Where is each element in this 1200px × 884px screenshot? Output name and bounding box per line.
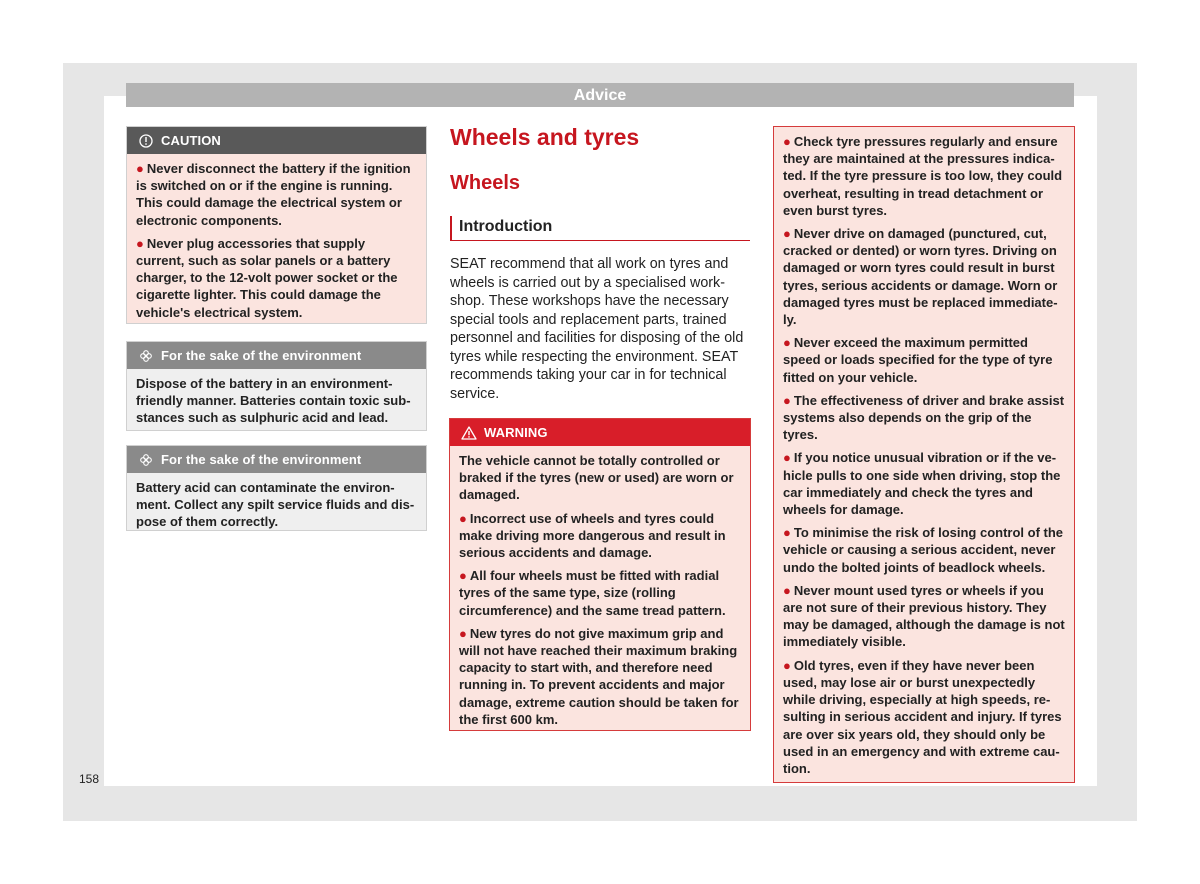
environment-body-1: Dispose of the battery in an environment-friendly manner. Batteries contain toxic substances such as sulphuric acid and lead. — [136, 376, 411, 426]
list-item: ● Never drive on damaged (punctured, cut, cracked or dented) or worn tyres. Driving on damaged or worn tyres could result in burst tyres, serious accidents or damage. Worn or damaged tyres must be replaced immediately. — [783, 226, 1058, 328]
bullet-icon: ● — [783, 335, 791, 351]
list-item: ● Never exceed the maximum permitted speed or loads specified for the type of tyre fitted on your vehicle. — [783, 335, 1053, 385]
bullet-icon: ● — [136, 235, 144, 251]
list-item: ● Never plug accessories that supply current, such as solar panels or a battery charger, to the 12-volt power socket or the cigarette lighter. This could damage the vehicle's electrical system. — [136, 235, 398, 320]
list-item: ● All four wheels must be fitted with radial tyres of the same type, size (rolling circumference) and the same tread pattern. — [459, 568, 726, 618]
bullet-icon: ● — [459, 625, 467, 641]
list-item: ● Check tyre pressures regularly and ensure they are maintained at the pressures indicated. If the tyre pressure is too low, they could overheat, resulting in tread detachment or even burst tyres. — [783, 134, 1063, 218]
bullet-icon: ● — [459, 568, 467, 584]
bullet-icon: ● — [783, 134, 791, 149]
environment-body-2: Battery acid can contaminate the environment. Collect any spilt service fluids and dispose of them correctly. — [136, 480, 415, 530]
environment-label-1: For the sake of the environment — [161, 348, 362, 363]
list-item: ● If you notice unusual vibration or if the vehicle pulls to one side when driving, stop the car immediately and check the tyres and wheels for damage. — [783, 450, 1061, 518]
list-item: ● Never mount used tyres or wheels if you are not sure of their previous history. They may be damaged, although the damage is not immediately visible. — [783, 582, 1065, 650]
bullet-icon: ● — [783, 226, 791, 242]
bullet-icon: ● — [783, 657, 791, 673]
warning-box — [449, 418, 751, 731]
list-item: ● Old tyres, even if they have never been used, may lose air or burst unexpectedly while driving, especially at high speeds, resulting in serious accident and injury. If tyres are over six years old, they should only be used in an emergency and with extreme caution. — [783, 657, 1062, 776]
environment-header-2 — [127, 446, 426, 473]
environment-label-2: For the sake of the environment — [161, 452, 362, 467]
bullet-icon: ● — [136, 161, 144, 176]
caution-label: CAUTION — [161, 133, 221, 148]
environment-note-2 — [126, 445, 427, 531]
bullet-icon: ● — [783, 392, 791, 408]
warning-header — [450, 419, 750, 446]
page-number: 158 — [79, 772, 100, 786]
environment-note-1 — [126, 341, 427, 431]
warning-lead: The vehicle cannot be totally controlled or braked if the tyres (new or used) are worn or damaged. — [459, 453, 734, 503]
warning-body — [450, 446, 750, 733]
caution-box — [126, 126, 427, 324]
bullet-icon: ● — [783, 525, 791, 541]
warning-continued-box — [773, 126, 1075, 783]
caution-body — [127, 154, 426, 326]
info-circle-icon — [137, 134, 155, 148]
warning-label: WARNING — [484, 425, 548, 440]
chapter-title: Wheels and tyres — [450, 124, 640, 150]
subsection-heading: Introduction — [450, 216, 750, 241]
list-item: ● To minimise the risk of losing control of the vehicle or causing a serious accident, never undo the bolted joints of beadlock wheels. — [783, 525, 1064, 575]
list-item: ● Never disconnect the battery if the ignition is switched on or if the engine is running. This could damage the electrical system or electronic components. — [136, 161, 411, 228]
list-item: ● The effectiveness of driver and brake assist systems also depends on the grip of the tyres. — [783, 392, 1065, 443]
section-title: Wheels — [450, 172, 521, 194]
warning-continued-body — [774, 127, 1074, 782]
list-item: ● New tyres do not give maximum grip and will not have reached their maximum braking capacity to start with, and therefore need running in. To prevent accidents and major damage, extreme caution should be taken for the first 600 km. — [459, 625, 739, 727]
flower-icon — [137, 453, 155, 467]
environment-header-1 — [127, 342, 426, 369]
intro-paragraph: SEAT recommend that all work on tyres and wheels is carried out by a specialised workshop. These workshops have the necessary special tools and replacement parts, trained personnel and facilities for disposing of the old tyres while respecting the environment. SEAT recommends taking your car in for technical service. — [450, 256, 744, 402]
list-item: ● Incorrect use of wheels and tyres could make driving more dangerous and result in serious accidents and damage. — [459, 510, 726, 561]
bullet-icon: ● — [783, 582, 791, 598]
flower-icon — [137, 349, 155, 363]
bullet-icon: ● — [459, 510, 467, 526]
warning-triangle-icon — [460, 426, 478, 440]
bullet-icon: ● — [783, 450, 791, 466]
section-header: Advice — [126, 83, 1074, 107]
caution-header — [127, 127, 426, 154]
